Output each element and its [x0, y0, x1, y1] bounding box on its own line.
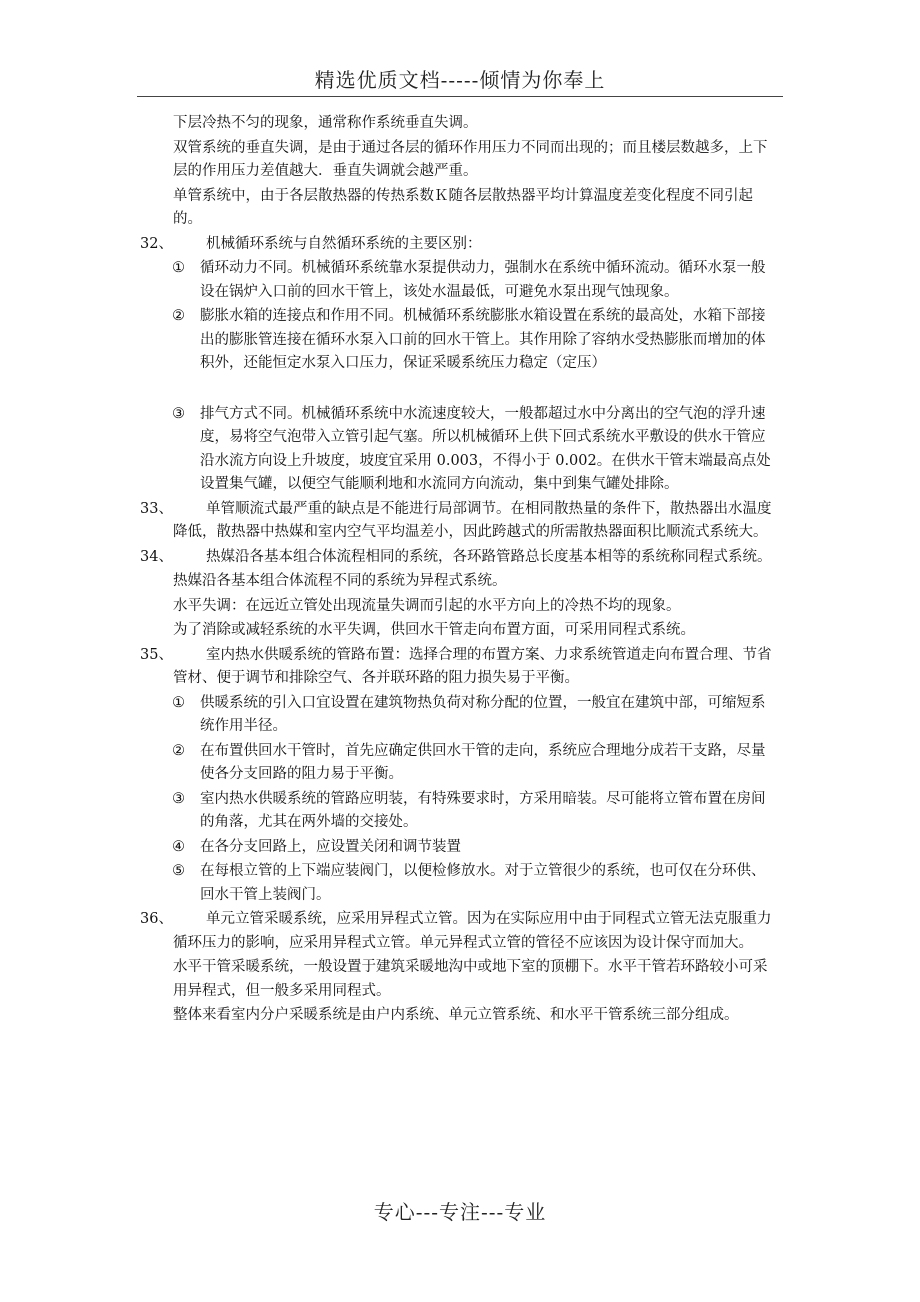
list-item-text: 排气方式不同。机械循环系统中水流速度较大，一般都超过水中分离出的空气泡的浮升速度，易将空气泡带入立管引起气塞。所以机械循环上供下回式系统水平敷设的供水干管应沿水流方向设上升坡度，坡度宜采用 0.003，不得小于 0.002。在供水干管末端最高点处设置集气罐，以便空气能顺利地和水流同方向流动，集中到集气罐处排除。	[200, 405, 771, 492]
list-item-text: 在各分支回路上，应设置关闭和调节装置	[200, 838, 461, 855]
list-item-text: 循环动力不同。机械循环系统靠水泵提供动力，强制水在系统中循环流动。循环水泵一般设在锅炉入口前的回水干管上，该处水温最低，可避免水泵出现气蚀现象。	[200, 260, 766, 300]
section-32	[0, 233, 773, 257]
list-item	[0, 740, 772, 787]
list-marker: ②	[172, 308, 185, 324]
paragraph: 下层冷热不匀的现象，通常称作系统垂直失调。	[173, 115, 478, 131]
section-34	[0, 546, 773, 570]
section-number: 33、	[140, 500, 173, 517]
list-marker: ②	[172, 742, 185, 759]
paragraph: 水平失调：在远近立管处出现流量失调而引起的水平方向上的冷热不均的现象。	[173, 597, 681, 614]
section-number: 36、	[140, 911, 173, 927]
list-item	[0, 788, 772, 835]
list-item	[0, 836, 772, 860]
header-divider	[137, 96, 783, 97]
list-item-text: 室内热水供暖系统的管路应明装，有特殊要求时，方采用暗装。尽可能将立管布置在房间的角落，尤其在两外墙的交接处。	[200, 790, 766, 830]
list-item	[0, 305, 772, 376]
paragraph: 单管系统中，由于各层散热器的传热系数Ｋ随各层散热器平均计算温度差变化程度不同引起的。	[173, 187, 753, 227]
section-33	[0, 498, 773, 545]
section-36	[0, 908, 773, 955]
paragraph: 整体来看室内分户采暖系统是由户内系统、单元立管系统、和水平干管系统三部分组成。	[173, 1007, 739, 1023]
list-item	[0, 692, 772, 739]
section-text: 室内热水供暖系统的管路布置：选择合理的布置方案、力求系统管道走向布置合理、节省管材、便于调节和排除空气、各并联环路的阻力损失易于平衡。	[173, 646, 772, 686]
page-footer: 专心---专注---专业	[373, 1200, 547, 1224]
list-marker: ④	[172, 838, 185, 855]
list-marker: ③	[172, 405, 185, 422]
list-marker: ⑤	[172, 863, 185, 879]
spacer	[0, 377, 920, 403]
list-item	[0, 257, 772, 304]
list-item-text: 膨胀水箱的连接点和作用不同。机械循环系统膨胀水箱设置在系统的最高处，水箱下部接出的膨胀管连接在循环水泵入口前的回水干管上。其作用除了容纳水受热膨胀而增加的体积外，还能恒定水泵入口压力，保证采暖系统压力稳定（定压）	[200, 308, 766, 371]
list-marker: ①	[172, 694, 185, 711]
paragraph: 水平干管采暖系统，一般设置于建筑采暖地沟中或地下室的顶棚下。水平干管若环路较小可采用异程式，但一般多采用同程式。	[173, 959, 768, 999]
list-marker: ③	[172, 790, 185, 807]
list-item	[0, 860, 772, 907]
list-item-text: 在每根立管的上下端应装阀门，以便检修放水。对于立管很少的系统，也可仅在分环供、回水干管上装阀门。	[200, 863, 766, 903]
section-35	[0, 644, 773, 691]
section-number: 35、	[140, 646, 173, 663]
list-item-text: 供暖系统的引入口宜设置在建筑物热负荷对称分配的位置，一般宜在建筑中部，可缩短系统作用半径。	[200, 694, 766, 734]
section-text: 机械循环系统与自然循环系统的主要区别：	[206, 235, 482, 252]
paragraph: 为了消除或减轻系统的水平失调，供回水干管走向布置方面，可采用同程式系统。	[173, 622, 695, 638]
list-item-text: 在布置供回水干管时，首先应确定供回水干管的走向，系统应合理地分成若干支路，尽量使各分支回路的阻力易于平衡。	[200, 742, 766, 782]
page-header-title: 精选优质文档-----倾情为你奉上	[314, 68, 606, 92]
section-text: 单管顺流式最严重的缺点是不能进行局部调节。在相同散热量的条件下，散热器出水温度降低，散热器中热媒和室内空气平均温差小，因此跨越式的所需散热器面积比顺流式系统大。	[173, 500, 772, 540]
section-number: 32、	[140, 235, 173, 252]
paragraph: 热媒沿各基本组合体流程不同的系统为异程式系统。	[173, 573, 507, 589]
section-text: 热媒沿各基本组合体流程相同的系统，各环路管路总长度基本相等的系统称同程式系统。	[206, 548, 772, 565]
paragraph: 双管系统的垂直失调，是由于通过各层的循环作用压力不同而出现的；而且楼层数越多，上下层的作用压力差值越大．垂直失调就会越严重。	[173, 139, 768, 179]
document-body	[0, 112, 920, 1029]
list-item	[0, 403, 772, 497]
section-text: 单元立管采暖系统，应采用异程式立管。因为在实际应用中由于同程式立管无法克服重力循环压力的影响，应采用异程式立管。单元异程式立管的管径不应该因为设计保守而加大。	[173, 911, 772, 951]
section-number: 34、	[140, 548, 173, 565]
list-marker: ①	[172, 260, 185, 276]
